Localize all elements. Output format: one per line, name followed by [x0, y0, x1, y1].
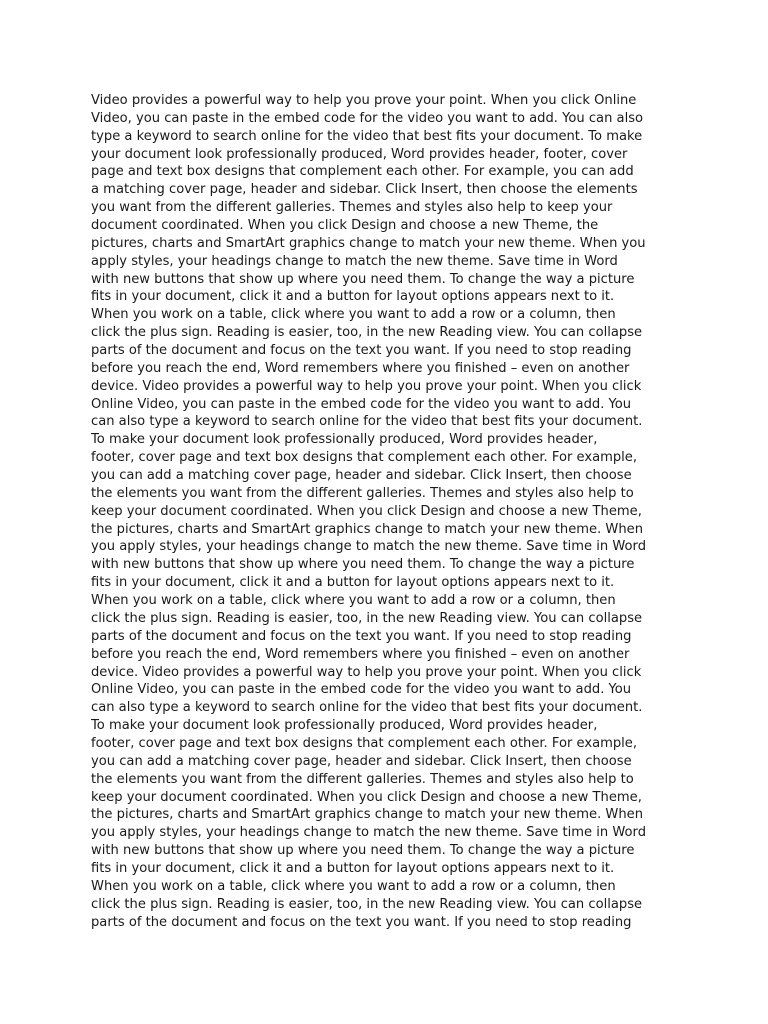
text-line: the pictures, charts and SmartArt graphics change to match your new theme. When — [91, 521, 644, 537]
text-line: footer, cover page and text box designs that complement each other. For example, — [91, 450, 638, 466]
text-line: Video provides a powerful way to help you prove your point. When you click Online — [91, 93, 637, 108]
text-line: click the plus sign. Reading is easier, too, in the new Reading view. You can collapse — [91, 610, 643, 626]
text-line: the pictures, charts and SmartArt graphics change to match your new theme. When — [91, 807, 644, 823]
text-line: click the plus sign. Reading is easier, too, in the new Reading view. You can collapse — [91, 325, 643, 341]
text-line: you can add a matching cover page, header and sidebar. Click Insert, then choose — [91, 468, 632, 484]
text-line: device. Video provides a powerful way to help you prove your point. When you click — [91, 378, 642, 394]
text-line: Online Video, you can paste in the embed code for the video you want to add. You — [91, 682, 632, 698]
text-line: parts of the document and focus on the text you want. If you need to stop reading — [91, 343, 632, 359]
text-line: your document look professionally produced, Word provides header, footer, cover — [91, 146, 628, 162]
text-line: can also type a keyword to search online for the video that best fits your document. — [91, 700, 643, 716]
text-line: Video, you can paste in the embed code for the video you want to add. You can also — [91, 110, 644, 126]
text-line: fits in your document, click it and a button for layout options appears next to it. — [91, 289, 615, 305]
text-line: To make your document look professionally produced, Word provides header, — [91, 432, 598, 448]
text-line: When you work on a table, click where you want to add a row or a column, then — [91, 878, 616, 894]
text-line: parts of the document and focus on the text you want. If you need to stop reading — [91, 628, 632, 644]
text-line: parts of the document and focus on the text you want. If you need to stop reading — [91, 914, 632, 930]
text-line: page and text box designs that complement each other. For example, you can add — [91, 164, 634, 180]
text-line: type a keyword to search online for the video that best fits your document. To make — [91, 128, 643, 144]
text-line: Online Video, you can paste in the embed code for the video you want to add. You — [91, 396, 632, 412]
text-line: can also type a keyword to search online for the video that best fits your document. — [91, 414, 643, 430]
text-line: device. Video provides a powerful way to help you prove your point. When you click — [91, 664, 642, 680]
text-line: a matching cover page, header and sidebar. Click Insert, then choose the elements — [91, 182, 638, 198]
text-line: fits in your document, click it and a button for layout options appears next to it. — [91, 860, 615, 876]
text-line: you want from the different galleries. Themes and styles also help to keep your — [91, 200, 613, 216]
text-line: apply styles, your headings change to match the new theme. Save time in Word — [91, 253, 618, 269]
text-line: before you reach the end, Word remembers where you finished – even on another — [91, 360, 630, 376]
text-line: before you reach the end, Word remembers where you finished – even on another — [91, 646, 630, 662]
text-line: you apply styles, your headings change to match the new theme. Save time in Word — [91, 825, 647, 841]
text-line: you apply styles, your headings change to match the new theme. Save time in Word — [91, 539, 647, 555]
text-line: footer, cover page and text box designs that complement each other. For example, — [91, 735, 638, 751]
text-line: with new buttons that show up where you need them. To change the way a picture — [91, 271, 635, 287]
text-line: pictures, charts and SmartArt graphics change to match your new theme. When you — [91, 235, 646, 251]
text-line: fits in your document, click it and a button for layout options appears next to it. — [91, 575, 615, 591]
text-line: with new buttons that show up where you need them. To change the way a picture — [91, 557, 635, 573]
text-line: When you work on a table, click where you want to add a row or a column, then — [91, 593, 616, 609]
text-line: To make your document look professionally produced, Word provides header, — [91, 718, 598, 734]
text-line: click the plus sign. Reading is easier, too, in the new Reading view. You can collapse — [91, 896, 643, 912]
text-line: keep your document coordinated. When you click Design and choose a new Theme, — [91, 789, 642, 805]
text-line: the elements you want from the different galleries. Themes and styles also help to — [91, 485, 634, 501]
text-line: keep your document coordinated. When you click Design and choose a new Theme, — [91, 503, 642, 519]
text-line: you can add a matching cover page, header and sidebar. Click Insert, then choose — [91, 753, 632, 769]
text-line: with new buttons that show up where you need them. To change the way a picture — [91, 843, 635, 859]
text-line: document coordinated. When you click Design and choose a new Theme, the — [91, 218, 599, 234]
text-line: When you work on a table, click where you want to add a row or a column, then — [91, 307, 616, 323]
document-body-text — [91, 92, 691, 931]
text-line: the elements you want from the different galleries. Themes and styles also help to — [91, 771, 634, 787]
